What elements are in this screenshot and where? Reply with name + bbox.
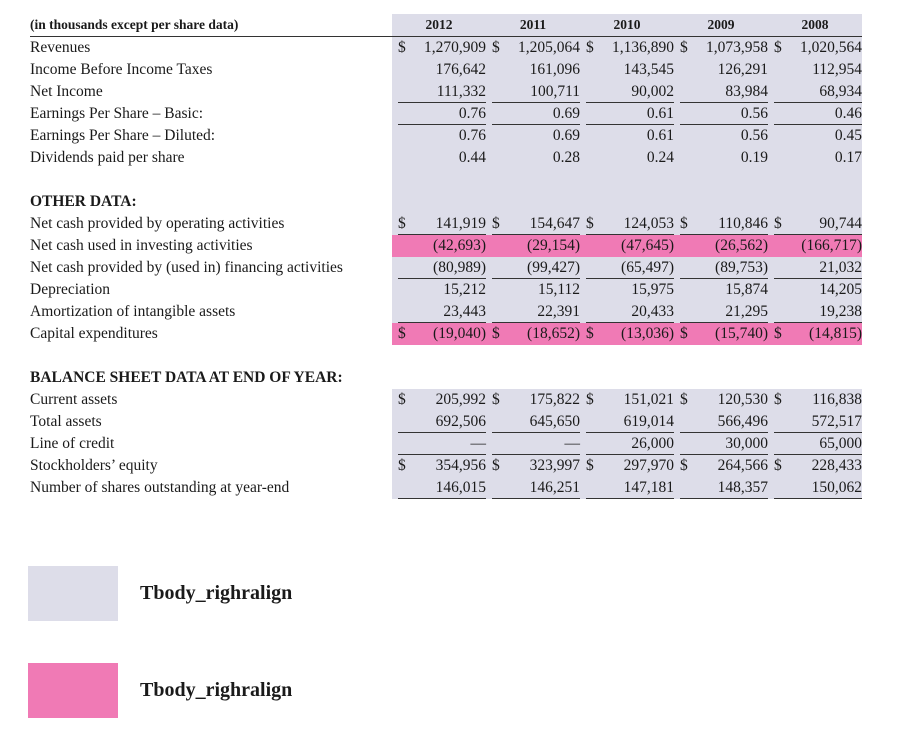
- value-number: 120,530: [717, 391, 768, 408]
- value-cell: [486, 279, 580, 301]
- row-label: Stockholders’ equity: [30, 457, 158, 474]
- spacer-cell: [392, 169, 486, 191]
- currency-symbol: $: [774, 325, 782, 342]
- row-label: Capital expenditures: [30, 325, 158, 342]
- legend-label: Tbody_righralign: [140, 582, 293, 604]
- value-number: 566,496: [717, 413, 768, 430]
- value-number: 0.61: [646, 105, 674, 122]
- value-number: 0.46: [834, 105, 862, 122]
- value-cell: [674, 81, 768, 103]
- value-number: (15,740): [715, 325, 768, 342]
- spacer-cell: [580, 191, 674, 213]
- value-number: (166,717): [801, 237, 862, 254]
- spacer-cell: [30, 345, 392, 367]
- spacer-cell: [674, 169, 768, 191]
- currency-symbol: $: [492, 457, 500, 474]
- value-number: 83,984: [725, 83, 768, 100]
- value-number: 1,205,064: [518, 39, 580, 56]
- value-number: 0.24: [646, 149, 674, 166]
- spacer-cell: [674, 345, 768, 367]
- value-cell: [674, 323, 768, 345]
- section-title: OTHER DATA:: [30, 193, 137, 210]
- financial-data-table: [30, 14, 862, 499]
- value-number: 161,096: [529, 61, 580, 78]
- value-cell: [580, 279, 674, 301]
- row-label: Revenues: [30, 39, 91, 56]
- value-cell: [392, 257, 486, 279]
- value-cell: [392, 213, 486, 235]
- table-row: [30, 81, 862, 103]
- currency-symbol: $: [680, 391, 688, 408]
- value-number: 15,975: [631, 281, 674, 298]
- header-year-2009: 2009: [674, 14, 768, 37]
- value-number: (14,815): [809, 325, 862, 342]
- table-row: [30, 37, 862, 60]
- value-number: 1,020,564: [800, 39, 862, 56]
- value-cell: [580, 147, 674, 169]
- spacer-cell: [768, 345, 862, 367]
- value-cell: [580, 37, 674, 60]
- value-cell: [768, 389, 862, 411]
- value-cell: [768, 37, 862, 60]
- value-number: 15,112: [537, 281, 580, 298]
- value-cell: [580, 213, 674, 235]
- value-number: 14,205: [819, 281, 862, 298]
- currency-symbol: $: [492, 325, 500, 342]
- currency-symbol: $: [774, 39, 782, 56]
- value-number: 176,642: [435, 61, 486, 78]
- value-cell: [392, 455, 486, 477]
- value-number: (26,562): [715, 237, 768, 254]
- value-cell: [580, 477, 674, 499]
- value-number: (42,693): [433, 237, 486, 254]
- value-cell: [768, 433, 862, 455]
- value-number: 323,997: [529, 457, 580, 474]
- value-cell: [580, 455, 674, 477]
- currency-symbol: $: [774, 215, 782, 232]
- value-number: 111,332: [436, 83, 486, 100]
- table-row: [30, 433, 862, 455]
- value-number: 151,021: [623, 391, 674, 408]
- legend-swatch-pink: [28, 663, 118, 718]
- currency-symbol: $: [680, 39, 688, 56]
- value-cell: [674, 411, 768, 433]
- value-number: 110,846: [718, 215, 768, 232]
- value-cell: [486, 147, 580, 169]
- value-cell: [674, 103, 768, 125]
- value-cell: [674, 59, 768, 81]
- value-cell: [486, 59, 580, 81]
- value-number: 228,433: [811, 457, 862, 474]
- legend-item-lavender: [28, 566, 292, 621]
- value-number: 146,015: [435, 479, 486, 496]
- value-cell: [768, 279, 862, 301]
- spacer-cell: [392, 367, 486, 389]
- row-label: Earnings Per Share – Basic:: [30, 105, 204, 122]
- value-cell: [674, 235, 768, 257]
- value-number: 116,838: [812, 391, 862, 408]
- value-cell: [674, 257, 768, 279]
- value-number: 21,295: [725, 303, 768, 320]
- spacer-cell: [580, 345, 674, 367]
- currency-symbol: $: [680, 215, 688, 232]
- value-cell: [486, 411, 580, 433]
- row-label: Amortization of intangible assets: [30, 303, 236, 320]
- value-cell: [392, 125, 486, 147]
- value-number: 143,545: [623, 61, 674, 78]
- value-cell: [486, 455, 580, 477]
- currency-symbol: $: [586, 457, 594, 474]
- row-label: Number of shares outstanding at year-end: [30, 479, 290, 496]
- value-number: 150,062: [811, 479, 862, 496]
- value-number: 0.69: [552, 127, 580, 144]
- value-number: 21,032: [819, 259, 862, 276]
- spacer-cell: [486, 367, 580, 389]
- value-number: 0.17: [834, 149, 862, 166]
- value-number: 0.44: [458, 149, 486, 166]
- value-cell: [392, 103, 486, 125]
- value-cell: [486, 301, 580, 323]
- value-number: 100,711: [530, 83, 580, 100]
- value-cell: [486, 125, 580, 147]
- value-cell: [580, 59, 674, 81]
- value-cell: [580, 257, 674, 279]
- value-cell: [486, 477, 580, 499]
- currency-symbol: $: [492, 39, 500, 56]
- spacer-cell: [768, 169, 862, 191]
- spacer-row: [30, 169, 862, 191]
- row-label: Dividends paid per share: [30, 149, 185, 166]
- currency-symbol: $: [492, 391, 500, 408]
- value-number: 205,992: [435, 391, 486, 408]
- value-number: 619,014: [623, 413, 674, 430]
- value-number: 0.61: [646, 127, 674, 144]
- value-number: 1,073,958: [706, 39, 768, 56]
- value-cell: [392, 235, 486, 257]
- value-cell: [580, 389, 674, 411]
- currency-symbol: $: [398, 215, 406, 232]
- value-number: 20,433: [631, 303, 674, 320]
- value-number: (19,040): [433, 325, 486, 342]
- legend-label: Tbody_righralign: [140, 679, 293, 701]
- table-row: [30, 411, 862, 433]
- value-cell: [768, 301, 862, 323]
- currency-symbol: $: [398, 457, 406, 474]
- value-number: 692,506: [435, 413, 486, 430]
- currency-symbol: $: [586, 391, 594, 408]
- value-cell: [674, 477, 768, 499]
- value-cell: [392, 323, 486, 345]
- value-cell: [768, 213, 862, 235]
- value-number: (65,497): [621, 259, 674, 276]
- value-cell: [392, 279, 486, 301]
- header-label: (in thousands except per share data): [30, 14, 392, 37]
- value-cell: [674, 389, 768, 411]
- value-cell: [392, 411, 486, 433]
- value-cell: [580, 301, 674, 323]
- legend-item-pink: [28, 663, 292, 718]
- value-cell: [674, 455, 768, 477]
- value-number: 175,822: [529, 391, 580, 408]
- value-cell: [392, 477, 486, 499]
- value-cell: [674, 147, 768, 169]
- currency-symbol: $: [586, 39, 594, 56]
- value-number: (13,036): [621, 325, 674, 342]
- value-number: 124,053: [623, 215, 674, 232]
- value-cell: [392, 37, 486, 60]
- table-row: [30, 389, 862, 411]
- row-label: Net cash used in investing activities: [30, 237, 253, 254]
- spacer-cell: [580, 367, 674, 389]
- section-heading-row: [30, 367, 862, 389]
- value-cell: [768, 81, 862, 103]
- value-number: 572,517: [811, 413, 862, 430]
- spacer-cell: [486, 169, 580, 191]
- value-cell: [392, 81, 486, 103]
- table-row: [30, 147, 862, 169]
- table-row: [30, 455, 862, 477]
- value-cell: [392, 147, 486, 169]
- value-cell: [580, 323, 674, 345]
- table-row: [30, 125, 862, 147]
- spacer-cell: [674, 367, 768, 389]
- value-cell: [768, 455, 862, 477]
- spacer-row: [30, 345, 862, 367]
- value-number: 23,443: [443, 303, 486, 320]
- value-number: (99,427): [527, 259, 580, 276]
- row-label: Line of credit: [30, 435, 115, 452]
- value-number: 1,136,890: [612, 39, 674, 56]
- value-number: 15,212: [443, 281, 486, 298]
- value-number: 0.56: [740, 127, 768, 144]
- section-title: BALANCE SHEET DATA AT END OF YEAR:: [30, 369, 343, 386]
- header-year-2008: 2008: [768, 14, 862, 37]
- row-label: Current assets: [30, 391, 118, 408]
- spacer-cell: [30, 169, 392, 191]
- value-cell: [580, 235, 674, 257]
- spacer-cell: [392, 191, 486, 213]
- table-row: [30, 301, 862, 323]
- value-number: 90,744: [819, 215, 862, 232]
- currency-symbol: $: [492, 215, 500, 232]
- header-year-2012: 2012: [392, 14, 486, 37]
- value-number: (47,645): [621, 237, 674, 254]
- row-label: Earnings Per Share – Diluted:: [30, 127, 216, 144]
- value-cell: [580, 103, 674, 125]
- spacer-cell: [674, 191, 768, 213]
- currency-symbol: $: [398, 325, 406, 342]
- value-cell: [392, 59, 486, 81]
- spacer-cell: [392, 345, 486, 367]
- value-cell: [768, 323, 862, 345]
- value-cell: [674, 125, 768, 147]
- value-number: 0.45: [834, 127, 862, 144]
- value-cell: [768, 477, 862, 499]
- value-cell: [486, 235, 580, 257]
- table-row: [30, 213, 862, 235]
- value-number: 141,919: [435, 215, 486, 232]
- value-number: 26,000: [631, 435, 674, 452]
- currency-symbol: $: [774, 457, 782, 474]
- value-cell: [768, 411, 862, 433]
- value-cell: [674, 433, 768, 455]
- value-number: 0.28: [552, 149, 580, 166]
- value-number: 1,270,909: [424, 39, 486, 56]
- value-cell: [580, 125, 674, 147]
- value-number: 0.69: [552, 105, 580, 122]
- value-cell: [486, 257, 580, 279]
- value-number: 154,647: [529, 215, 580, 232]
- value-cell: [486, 37, 580, 60]
- value-number: (80,989): [433, 259, 486, 276]
- value-number: 90,002: [631, 83, 674, 100]
- value-number: 65,000: [819, 435, 862, 452]
- currency-symbol: $: [586, 215, 594, 232]
- header-row: [30, 14, 862, 37]
- value-number: 645,650: [529, 413, 580, 430]
- row-label: Total assets: [30, 413, 102, 430]
- table-row: [30, 59, 862, 81]
- value-number: 22,391: [537, 303, 580, 320]
- value-number: 297,970: [623, 457, 674, 474]
- value-cell: [486, 81, 580, 103]
- value-number: (89,753): [715, 259, 768, 276]
- value-cell: [486, 213, 580, 235]
- legend-swatch-lavender: [28, 566, 118, 621]
- value-cell: [486, 103, 580, 125]
- currency-symbol: $: [398, 391, 406, 408]
- row-label: Net cash provided by operating activities: [30, 215, 285, 232]
- value-cell: [392, 389, 486, 411]
- value-cell: [580, 411, 674, 433]
- header-year-2010: 2010: [580, 14, 674, 37]
- table-body: [30, 37, 862, 500]
- header-year-2011: 2011: [486, 14, 580, 37]
- value-number: 15,874: [725, 281, 768, 298]
- row-label: Income Before Income Taxes: [30, 61, 213, 78]
- value-cell: [392, 301, 486, 323]
- value-cell: [674, 213, 768, 235]
- spacer-cell: [768, 367, 862, 389]
- value-number: 146,251: [529, 479, 580, 496]
- value-number: 0.76: [458, 105, 486, 122]
- spacer-cell: [486, 191, 580, 213]
- value-number: 112,954: [812, 61, 862, 78]
- table-row: [30, 279, 862, 301]
- value-number: 19,238: [819, 303, 862, 320]
- table-row: [30, 235, 862, 257]
- value-cell: [768, 147, 862, 169]
- value-number: (18,652): [527, 325, 580, 342]
- table-row: [30, 323, 862, 345]
- currency-symbol: $: [586, 325, 594, 342]
- value-cell: [768, 125, 862, 147]
- value-cell: [768, 59, 862, 81]
- value-number: 0.56: [740, 105, 768, 122]
- spacer-cell: [486, 345, 580, 367]
- value-number: 148,357: [717, 479, 768, 496]
- value-cell: [768, 257, 862, 279]
- section-heading-row: [30, 191, 862, 213]
- row-label: Depreciation: [30, 281, 111, 298]
- value-number: 30,000: [725, 435, 768, 452]
- value-number: 147,181: [623, 479, 674, 496]
- currency-symbol: $: [680, 457, 688, 474]
- value-cell: [486, 323, 580, 345]
- value-cell: [486, 389, 580, 411]
- table-row: [30, 257, 862, 279]
- value-number: 264,566: [717, 457, 768, 474]
- spacer-cell: [580, 169, 674, 191]
- value-number: 0.76: [458, 127, 486, 144]
- value-number: 354,956: [435, 457, 486, 474]
- value-cell: [768, 235, 862, 257]
- value-cell: [486, 433, 580, 455]
- table-row: [30, 103, 862, 125]
- value-cell: [674, 301, 768, 323]
- value-cell: [580, 433, 674, 455]
- value-number: 0.19: [740, 149, 768, 166]
- spacer-cell: [768, 191, 862, 213]
- value-number: 126,291: [717, 61, 768, 78]
- value-cell: [580, 81, 674, 103]
- value-number: —: [564, 435, 580, 452]
- currency-symbol: $: [680, 325, 688, 342]
- value-cell: [674, 279, 768, 301]
- row-label: Net Income: [30, 83, 103, 100]
- value-number: (29,154): [527, 237, 580, 254]
- value-cell: [768, 103, 862, 125]
- currency-symbol: $: [398, 39, 406, 56]
- value-number: —: [470, 435, 486, 452]
- currency-symbol: $: [774, 391, 782, 408]
- value-number: 68,934: [819, 83, 862, 100]
- table-row: [30, 477, 862, 499]
- value-cell: [392, 433, 486, 455]
- value-cell: [674, 37, 768, 60]
- row-label: Net cash provided by (used in) financing activities: [30, 259, 343, 276]
